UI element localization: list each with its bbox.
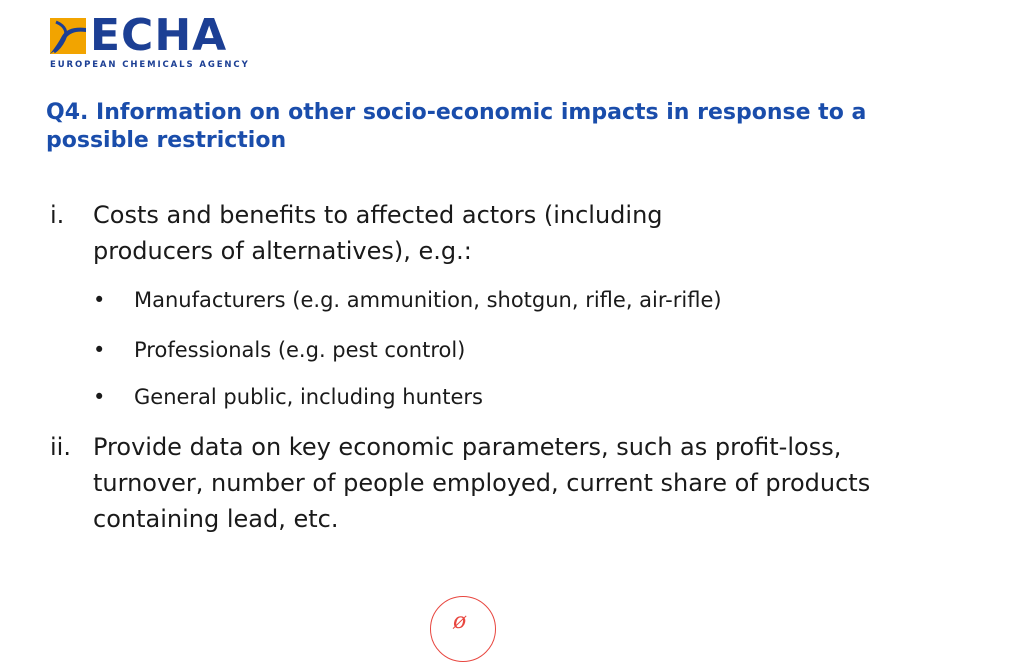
item-text: Provide data on key economic parameters, such as profit-loss, turnover, number of people employed, current share of products containing lead, etc. (93, 433, 871, 533)
bullet-icon: • (93, 288, 106, 312)
item-text: Costs and benefits to affected actors (including producers of alternatives), e.g.: (93, 201, 663, 265)
slide-title: Q4. Information on other socio-economic impacts in response to a possible restriction (46, 100, 867, 153)
item-number: i. (50, 201, 65, 229)
pen-circle-icon[interactable] (430, 596, 496, 662)
echa-logo-icon (50, 18, 86, 54)
pen-glyph-icon: ø (453, 609, 467, 634)
bullet-text: Manufacturers (e.g. ammunition, shotgun, rifle, air-rifle) (134, 288, 722, 312)
echa-logo (50, 10, 265, 72)
item-number: ii. (50, 433, 71, 461)
logo-subtitle: EUROPEAN CHEMICALS AGENCY (50, 60, 250, 70)
bullet-icon: • (93, 385, 106, 409)
logo-wordmark: ECHA (90, 10, 228, 61)
bullet-text: Professionals (e.g. pest control) (134, 338, 466, 362)
bullet-icon: • (93, 338, 106, 362)
bullet-text: General public, including hunters (134, 385, 483, 409)
